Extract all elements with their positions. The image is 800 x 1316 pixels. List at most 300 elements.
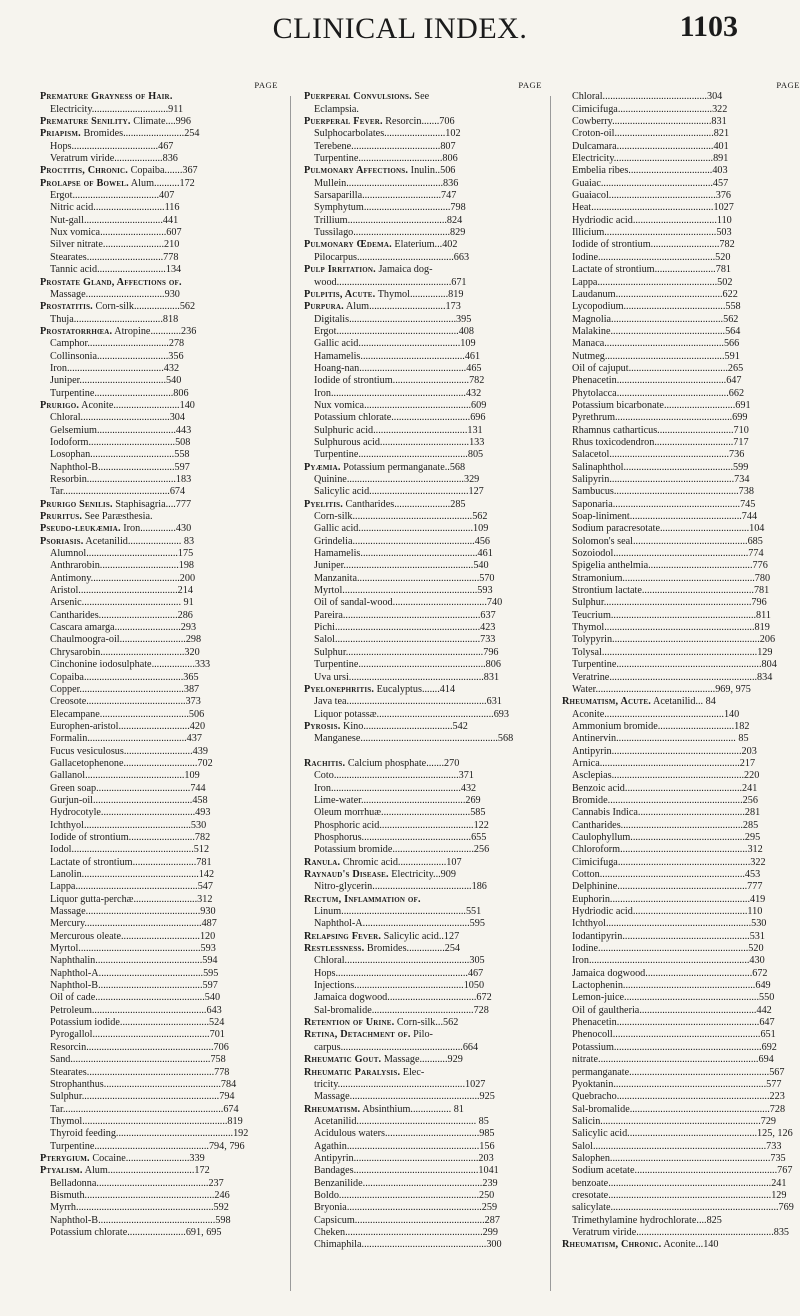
- index-sub-entry: Sulphocarbolates........................102: [314, 128, 461, 140]
- index-sub-entry: Nitro-glycerin.......................................186: [314, 881, 487, 893]
- index-sub-entry: Stearates..................................................778: [50, 1066, 230, 1078]
- index-sub-entry: Nut-gall...............................441: [50, 214, 179, 226]
- index-sub-entry: Lanolin..............................................142: [50, 869, 215, 880]
- index-heading-entry: [40, 178, 278, 190]
- index-heading-text: Acetanilid..................... 83: [83, 535, 195, 547]
- index-sub-entry: Turpentine..................................................806: [314, 659, 501, 671]
- index-heading-entry: [562, 696, 800, 708]
- index-sub-entry: Sal-bromalide........................................728: [314, 1004, 489, 1016]
- index-sub-entry: Ammonium bromide..............................182: [572, 720, 750, 732]
- index-sub-entry: Cantharides................................................285: [572, 819, 759, 831]
- index-sub-entry: Embelia ribes.................................403: [572, 165, 728, 177]
- index-sub-entry: Lactate of strontium.........................781: [50, 856, 212, 868]
- index-sub-entry: Resorcin..................................................706: [50, 1041, 229, 1053]
- index-heading-term: Rheumatism.: [304, 1103, 361, 1115]
- index-heading-text: Inulin..506: [408, 165, 456, 177]
- index-sub-entry: Liquor potassæ..............................................693: [314, 708, 509, 720]
- index-sub-entry: Oil of cade...........................................540: [50, 992, 221, 1004]
- index-sub-entry: Euphorin.......................................................419: [572, 893, 766, 905]
- index-sub-entry: Collinsonia............................356: [50, 350, 184, 362]
- index-sub-entry: Iodide of strontium..............................782: [314, 375, 485, 387]
- index-heading-term: Pseudo-leukæmia.: [40, 523, 121, 535]
- index-sub-entry: Chloral.................................................305: [314, 955, 485, 967]
- index-sub-entry: Chloroform..................................................312: [572, 844, 763, 856]
- index-sub-entry: Phenacetin........................................................647: [572, 1017, 775, 1029]
- index-sub-entry: Fucus vesiculosus...........................439: [50, 745, 208, 757]
- index-heading-text: Iron..............430: [120, 523, 192, 535]
- index-sub-entry: Iodine...........................................................520: [572, 943, 764, 955]
- index-heading-entry: [40, 128, 278, 140]
- index-sub-entry: Rhus toxicodendron...............................717: [572, 436, 749, 448]
- index-sub-entry: Naphthol-B.........................................597: [50, 980, 218, 992]
- index-heading-entry: [304, 943, 542, 955]
- index-sub-entry: Phosphoric acid.....................................122: [314, 819, 489, 831]
- index-heading-entry: [304, 239, 542, 251]
- index-sub-entry: Cimicifuga.....................................322: [572, 103, 728, 115]
- index-sub-entry: Potassium chlorate...............................696: [314, 412, 486, 424]
- index-continuation-entry: benzoate................................................................241: [572, 1177, 787, 1189]
- index-sub-entry: Oleum morrhuæ...................................585: [314, 807, 486, 819]
- index-sub-entry: Sarsaparilla...............................747: [314, 190, 457, 202]
- index-sub-entry: Thyroid feeding..............................................192: [50, 1128, 249, 1140]
- index-heading-entry: [304, 1104, 542, 1116]
- index-sub-entry: Symphytum..................................798: [314, 202, 466, 214]
- index-sub-entry: Green soap.....................................744: [50, 782, 206, 794]
- index-sub-entry: Sozoiodol.....................................................774: [572, 548, 764, 560]
- index-sub-entry: Aristol.......................................214: [50, 585, 193, 597]
- index-sub-entry: Trillium.......................................824: [314, 214, 463, 226]
- index-sub-entry: Phenacetin...........................................647: [572, 375, 742, 387]
- index-sub-entry: Electricity.......................................891: [572, 153, 729, 165]
- index-heading-text: Atropine............236: [112, 325, 197, 337]
- index-sub-entry: Lappa................................................547: [50, 881, 213, 893]
- index-sub-entry: Belladonna............................................237: [50, 1177, 224, 1189]
- index-heading-entry: [40, 400, 278, 412]
- index-sub-entry: Hydrocotyle.....................................493: [50, 807, 211, 819]
- index-heading-entry: [304, 499, 542, 511]
- index-heading-term: Prostatorrhœa.: [40, 325, 113, 337]
- index-sub-entry: Acidulous waters.....................................985: [314, 1128, 495, 1140]
- index-heading-term: Restlessness.: [304, 943, 365, 955]
- column-divider: [550, 96, 551, 1291]
- index-sub-entry: Cannabis Indica..........................................281: [572, 807, 761, 819]
- index-sub-entry: Manaca...............................................566: [572, 338, 740, 350]
- index-heading-term: Priapism.: [40, 128, 81, 140]
- index-sub-entry: Naphthol-B..............................597: [50, 461, 190, 473]
- index-sub-entry: Sulphuric acid.....................................131: [314, 424, 483, 436]
- index-heading-term: Rachitis.: [304, 757, 346, 769]
- index-sub-entry: Lappa...............................................502: [572, 276, 733, 288]
- index-sub-entry: Potassium..........................................................692: [572, 1041, 777, 1053]
- index-heading-text: See: [411, 91, 430, 103]
- index-sub-entry: Java tea.......................................................631: [314, 696, 502, 708]
- index-sub-entry: Manzanita................................................570: [314, 572, 495, 584]
- index-sub-entry: Juniper...................................................540: [314, 560, 489, 572]
- index-sub-entry: Myrtol................................................593: [50, 943, 216, 955]
- index-heading-term: Pulmonary Affections.: [304, 165, 409, 177]
- index-heading-term: Puerperal Convulsions.: [304, 91, 412, 103]
- index-heading-entry: [304, 116, 542, 128]
- index-heading-text: Chromic acid...................107: [340, 856, 462, 868]
- index-sub-entry: Turpentine.................................806: [314, 153, 458, 165]
- index-heading-entry: [304, 684, 542, 696]
- index-heading-entry: [304, 869, 542, 881]
- index-sub-entry: Pareira......................................................637: [314, 609, 496, 621]
- index-sub-entry: Hoang-nan..........................................465: [314, 362, 482, 374]
- index-heading-text: Elaterium...402: [391, 239, 458, 251]
- index-sub-entry: Oil of sandal-wood.....................................740: [314, 597, 503, 609]
- index-heading-text: Copaiba.......367: [128, 165, 198, 177]
- index-heading-text: Aconite...140: [661, 1239, 719, 1251]
- index-sub-entry: Chloral...................................304: [50, 412, 185, 424]
- index-heading-term: Pyæmia.: [304, 461, 341, 473]
- index-sub-entry: Linum.................................................551: [314, 906, 482, 918]
- index-sub-entry: Veratrine..........................................................834: [572, 671, 773, 683]
- index-sub-entry: Juniper..................................540: [50, 375, 182, 387]
- index-heading-text: Corn-silk...562: [394, 1017, 459, 1029]
- index-heading-text: Electricity...909: [388, 869, 456, 880]
- index-sub-entry: Cimicifuga....................................................322: [572, 856, 766, 868]
- index-heading-entry: [304, 1017, 542, 1029]
- index-sub-entry: Laudanum..........................................622: [572, 288, 738, 300]
- index-sub-entry: Teucrium.........................................................811: [572, 609, 771, 621]
- index-sub-entry: Sulphur......................................................794: [50, 1091, 235, 1103]
- index-sub-entry: Cheken......................................................299: [314, 1226, 498, 1238]
- index-sub-entry: Heat................................................1027: [572, 202, 734, 214]
- index-sub-entry: Trimethylamine hydrochlorate....825: [572, 1214, 722, 1226]
- index-sub-entry: Pyoktanin............................................................577: [572, 1078, 782, 1090]
- index-continuation-entry: tricity..................................................1027: [314, 1078, 486, 1090]
- index-sub-entry: Thuja...................................818: [50, 313, 179, 325]
- index-sub-entry: Copaiba.......................................365: [50, 671, 199, 683]
- index-column-2: [304, 79, 542, 1252]
- index-sub-entry: Jamaica dogwood...................................672: [314, 992, 492, 1004]
- index-sub-entry: Sodium paracresotate...................................104: [572, 523, 765, 535]
- index-sub-entry: Massage...................................................925: [314, 1091, 495, 1103]
- index-sub-entry: Lycopodium........................................558: [572, 301, 741, 313]
- index-sub-entry: Strophanthus..............................................784: [50, 1078, 237, 1090]
- index-sub-entry: Digitalis..........................................395: [314, 313, 472, 325]
- index-sub-entry: Bandages.................................................1041: [314, 1165, 499, 1177]
- index-sub-entry: Cowberry.......................................831: [572, 116, 727, 128]
- index-heading-text: Eucalyptus.......414: [374, 683, 456, 695]
- index-sub-entry: Sodium acetate........................................................767: [572, 1165, 793, 1177]
- index-sub-entry: Caulophyllum.............................................295: [572, 831, 761, 843]
- index-sub-entry: Silver nitrate........................210: [50, 239, 180, 251]
- index-sub-entry: Iodide of strontium...........................782: [572, 239, 735, 251]
- index-sub-entry: Gallic acid........................................109: [314, 338, 476, 350]
- index-heading-term: Pulpitis, Acute.: [304, 288, 376, 300]
- index-sub-entry: Chloral.........................................304: [572, 91, 723, 103]
- index-sub-entry: Pyrethrum..............................................699: [572, 412, 748, 424]
- index-sub-entry: Benzoic acid..............................................241: [572, 782, 758, 794]
- index-sub-entry: Thymol...........................................................819: [572, 622, 770, 634]
- index-sub-entry: Antinervin............................................... 85: [572, 733, 749, 745]
- index-sub-entry: Turpentine.........................................................804: [572, 659, 777, 671]
- index-heading-term: Retention of Urine.: [304, 1017, 395, 1029]
- index-heading-text: Alum..........172: [128, 177, 195, 189]
- index-sub-entry: Salicylic acid.......................................127: [314, 486, 484, 498]
- index-sub-entry: Iodantipyrin..................................................531: [572, 930, 765, 942]
- index-sub-entry: Potassium bicarbonate............................691: [572, 399, 751, 411]
- index-sub-entry: Delphinine...................................................777: [572, 881, 763, 893]
- index-heading-text: Staphisagria....777: [112, 498, 192, 510]
- index-heading-entry: [304, 1029, 542, 1041]
- index-continuation-entry: permanganate.......................................................567: [572, 1066, 785, 1078]
- index-sub-entry: Naphthalin..........................................594: [50, 955, 218, 967]
- index-heading-entry: [40, 326, 278, 338]
- index-sub-entry: Rhamnus catharticus..............................710: [572, 424, 749, 436]
- index-sub-entry: Resorbin...................................183: [50, 474, 192, 485]
- index-heading-text: Pilo-: [410, 1029, 433, 1041]
- index-heading-term: Rheumatic Paralysis.: [304, 1066, 401, 1078]
- index-heading-text: Potassium permanganate..568: [340, 461, 466, 473]
- index-sub-entry: Iron...................................................432: [314, 782, 477, 794]
- index-sub-entry: Thymol.........................................................819: [50, 1115, 243, 1127]
- index-heading-entry: [40, 277, 278, 289]
- index-sub-entry: Hydriodic acid.............................................110: [572, 906, 763, 918]
- index-sub-entry: Stearates..............................778: [50, 251, 179, 263]
- index-heading-term: Prurigo.: [40, 399, 80, 411]
- index-heading-term: Pruritus.: [40, 511, 83, 523]
- index-heading-entry: [304, 462, 542, 474]
- index-heading-term: Puerperal Fever.: [304, 116, 383, 128]
- index-sub-entry: Massage.............................................930: [50, 906, 216, 918]
- index-sub-entry: Mercurous oleate...............................120: [50, 930, 216, 942]
- index-heading-term: Pyelonephritis.: [304, 683, 375, 695]
- index-sub-entry: Phytolacca............................................662: [572, 387, 745, 399]
- index-sub-entry: Gurjun-oil.......................................458: [50, 794, 208, 806]
- index-sub-entry: Phenocoll..........................................................651: [572, 1029, 776, 1041]
- index-heading-text: Absinthium................ 81: [360, 1103, 464, 1115]
- index-heading-term: Ptyalism.: [40, 1165, 83, 1177]
- index-sub-entry: Pyrogallol..............................................701: [50, 1029, 225, 1041]
- index-heading-text: Thymol...............819: [375, 288, 464, 300]
- index-heading-entry: [40, 116, 278, 128]
- index-heading-term: Rheumatism, Chronic.: [562, 1239, 662, 1251]
- index-sub-entry: Petroleum.............................................643: [50, 1004, 222, 1016]
- index-sub-entry: Salinaphthol...........................................599: [572, 461, 749, 473]
- index-sub-entry: Sambucus.................................................738: [572, 486, 754, 498]
- index-sub-entry: Uva ursi.....................................................831: [314, 671, 500, 683]
- index-sub-entry: Ergot................................................408: [314, 325, 474, 337]
- index-sub-entry: Dulcamara......................................401: [572, 140, 729, 152]
- index-sub-entry: Oil of gaultheria..............................................442: [572, 1004, 772, 1016]
- index-sub-entry: Hamamelis..............................................461: [314, 548, 493, 560]
- index-sub-entry: Tar...............................................................674: [50, 1103, 239, 1115]
- index-sub-entry: Lime-water.........................................269: [314, 794, 481, 806]
- index-sub-entry: Nutmeg...............................................591: [572, 350, 740, 362]
- index-heading-text: Cantharides......................285: [342, 498, 466, 510]
- index-heading-text: Alum..................................172: [82, 1165, 210, 1177]
- index-sub-entry: Turpentine...............................806: [50, 387, 189, 399]
- index-sub-entry: Iodine..............................................520: [572, 251, 731, 263]
- index-sub-entry: Magnolia............................................562: [572, 313, 739, 325]
- index-sub-entry: Camphor................................278: [50, 338, 185, 350]
- index-sub-entry: Salol.........................................................733: [314, 634, 496, 646]
- index-sub-entry: Malakine.............................................564: [572, 325, 741, 337]
- index-heading-entry: [562, 1239, 800, 1251]
- index-sub-entry: Aconite...............................................140: [572, 708, 740, 720]
- index-sub-entry: Salipyrin.................................................734: [572, 474, 750, 485]
- index-heading-term: Premature Grayness of Hair.: [40, 91, 173, 103]
- index-heading-entry: [40, 536, 278, 548]
- index-sub-entry: Salicin...............................................................729: [572, 1115, 777, 1127]
- index-heading-entry: [40, 165, 278, 177]
- index-sub-entry: Formalin.......................................437: [50, 733, 202, 745]
- index-sub-entry: Antipyrin.................................................203: [314, 1152, 494, 1164]
- index-continuation-entry: cresotate................................................................129: [572, 1189, 787, 1201]
- index-sub-entry: Agathin....................................................156: [314, 1140, 495, 1152]
- index-heading-term: Psoriasis.: [40, 535, 84, 547]
- index-sub-entry: Chimaphila.................................................300: [314, 1239, 502, 1251]
- index-sub-entry: Nux vomica..........................607: [50, 227, 182, 239]
- index-sub-entry: Sulphur..........................................................796: [572, 597, 767, 609]
- index-heading-text: Climate....996: [130, 116, 191, 128]
- index-continuation-entry: nitrate...............................................................694: [572, 1054, 774, 1066]
- index-heading-entry: [304, 721, 542, 733]
- index-sub-entry: Antipyrin...................................................203: [572, 745, 757, 757]
- index-heading-text: Corn-silk..................562: [92, 301, 196, 313]
- index-sub-entry: Benzanilide...............................................239: [314, 1177, 498, 1189]
- index-sub-entry: Sal-bromalide.......................................................728: [572, 1103, 786, 1115]
- page-title: CLINICAL INDEX.: [272, 12, 528, 45]
- index-sub-entry: Iodoform..................................508: [50, 436, 191, 448]
- index-sub-entry: Asclepias....................................................220: [572, 770, 760, 782]
- index-sub-entry: Potassium chlorate.......................691, 695: [50, 1226, 222, 1238]
- index-heading-term: Rheumatism, Acute.: [562, 696, 652, 708]
- index-sub-entry: Corn-silk...............................................562: [314, 511, 488, 523]
- index-sub-entry: Naphthol-B..............................................598: [50, 1214, 231, 1226]
- index-heading-text: Resorcin.......706: [382, 116, 455, 128]
- index-heading-entry: [304, 91, 542, 103]
- index-sub-entry: Cinchonine iodosulphate.................333: [50, 659, 211, 671]
- index-sub-entry: Bismuth...................................................246: [50, 1189, 230, 1201]
- index-heading-text: Bromides........................254: [80, 128, 200, 140]
- index-sub-entry: Salicylic acid...................................................125, 126: [572, 1128, 793, 1140]
- index-heading-term: Pulp Irritation.: [304, 264, 376, 276]
- index-sub-entry: Pilocarpus......................................663: [314, 251, 470, 263]
- index-sub-entry: Massage...............................930: [50, 288, 180, 300]
- index-sub-entry: Guaiac............................................457: [572, 177, 729, 189]
- index-heading-term: Proctitis, Chronic.: [40, 165, 129, 177]
- index-heading-term: Pulmonary Œdema.: [304, 239, 392, 251]
- index-sub-entry: Iodide of strontium..........................782: [50, 831, 211, 843]
- index-heading-entry: [304, 165, 542, 177]
- index-sub-entry: Pichi.........................................................423: [314, 622, 496, 634]
- index-heading-term: Prurigo Senilis.: [40, 498, 113, 510]
- index-heading-text: Aconite..........................140: [79, 399, 195, 411]
- index-sub-entry: Grindelia................................................456: [314, 535, 491, 547]
- index-heading-text: Calcium phosphate.......270: [345, 757, 460, 769]
- index-sub-entry: Spigelia anthelmia.........................................776: [572, 560, 768, 572]
- index-sub-entry: Naphthol-A.........................................595: [50, 967, 219, 979]
- index-sub-entry: Myrtol.....................................................593: [314, 585, 493, 597]
- index-sub-entry: Gallanol.......................................109: [50, 770, 200, 782]
- index-sub-entry: Potassium iodide...................................524: [50, 1017, 225, 1029]
- column-divider: [290, 96, 291, 1291]
- index-sub-entry: Elecampane...................................506: [50, 708, 205, 720]
- index-heading-entry: [304, 758, 542, 770]
- index-sub-entry: Tar..........................................674: [50, 486, 186, 498]
- index-sub-entry: Hydriodic acid.................................110: [572, 214, 732, 226]
- page-number: 1103: [679, 10, 738, 43]
- index-sub-entry: Lemon-juice.....................................................550: [572, 992, 775, 1004]
- index-heading-text: Bromides...............254: [364, 943, 461, 955]
- index-sub-entry: Strontium lactate............................................781: [572, 585, 770, 597]
- index-sub-entry: Myrrh......................................................592: [50, 1202, 229, 1214]
- index-heading-term: Ranula.: [304, 856, 341, 868]
- index-heading-term: Raynaud's Disease.: [304, 869, 389, 880]
- index-sub-entry: Europhen-aristol............................420: [50, 720, 206, 732]
- index-heading-entry: [40, 301, 278, 313]
- index-sub-entry: Tussilago......................................829: [314, 227, 466, 239]
- index-sub-entry: Stramonium....................................................780: [572, 572, 771, 584]
- index-heading-entry: [304, 301, 542, 313]
- index-sub-entry: Soap-liniment............................................744: [572, 511, 758, 523]
- index-heading-text: Jamaica dog-: [375, 264, 433, 276]
- running-head: [0, 8, 800, 52]
- index-sub-entry: Saponaria..................................................745: [572, 498, 756, 510]
- index-sub-entry: Manganese......................................................568: [314, 733, 514, 745]
- index-continuation-entry: wood.............................................671: [314, 276, 467, 288]
- index-sub-entry: Quebracho............................................................223: [572, 1091, 785, 1103]
- index-sub-entry: Gallacetophenone.............................702: [50, 757, 213, 769]
- index-heading-text: Kino...................................542: [340, 720, 468, 732]
- index-heading-entry: [304, 931, 542, 943]
- index-sub-entry: Coto.................................................371: [314, 770, 474, 782]
- index-heading-entry: [304, 264, 542, 276]
- page-column-label: PAGE: [776, 80, 800, 90]
- index-heading-text: See Paræsthesia.: [82, 511, 153, 523]
- index-sub-entry: Tolysal.............................................................129: [572, 646, 773, 658]
- index-heading-term: Prostate Gland, Affections of.: [40, 276, 182, 288]
- index-heading-term: Premature Senility.: [40, 116, 131, 128]
- index-heading-term: Pyrosis.: [304, 720, 341, 732]
- index-sub-entry: Iron.....................................................432: [314, 387, 482, 399]
- page-column-label: PAGE: [254, 80, 278, 90]
- index-sub-entry: Iron......................................432: [50, 362, 180, 374]
- index-sub-entry: Jamaica dogwood..........................................672: [572, 967, 768, 979]
- index-sub-entry: Antimony...................................200: [50, 572, 196, 584]
- index-sub-entry: Phosphorus...........................................655: [314, 831, 487, 843]
- index-sub-entry: Cotton.........................................................453: [572, 869, 761, 880]
- index-heading-term: Pterygium.: [40, 1152, 90, 1164]
- index-heading-entry: [304, 1054, 542, 1066]
- index-sub-entry: Liquor gutta-perchæ.........................312: [50, 893, 213, 905]
- index-continuation-entry: salicylate..................................................................769: [572, 1202, 794, 1214]
- index-heading-entry: [40, 499, 278, 511]
- index-sub-entry: Copper.........................................387: [50, 683, 200, 695]
- index-heading-term: Rectum, Inflammation of.: [304, 893, 421, 905]
- index-sub-entry: Water...............................................969, 975: [572, 683, 751, 695]
- index-sub-entry: Alumnol....................................175: [50, 548, 194, 560]
- index-heading-entry: [40, 511, 278, 523]
- index-sub-entry: Hamamelis.........................................461: [314, 350, 481, 362]
- index-heading-entry: [304, 289, 542, 301]
- index-sub-entry: Hops..................................467: [50, 140, 174, 152]
- index-sub-entry: Electricity..............................911: [50, 103, 184, 115]
- index-sub-entry: Solomon's seal.............................................685: [572, 535, 763, 547]
- index-sub-entry: Potassium bromide................................256: [314, 844, 490, 856]
- index-heading-text: Massage...........929: [381, 1054, 463, 1066]
- index-sub-entry: Oil of cajuput.......................................265: [572, 362, 744, 374]
- index-sub-entry: Iodol................................................512: [50, 844, 210, 856]
- index-heading-entry: [304, 894, 542, 906]
- index-spacer: [304, 746, 542, 758]
- index-sub-entry: Naphthol-A..........................................595: [314, 918, 485, 930]
- index-sub-entry: Nux vomica..........................................609: [314, 399, 487, 411]
